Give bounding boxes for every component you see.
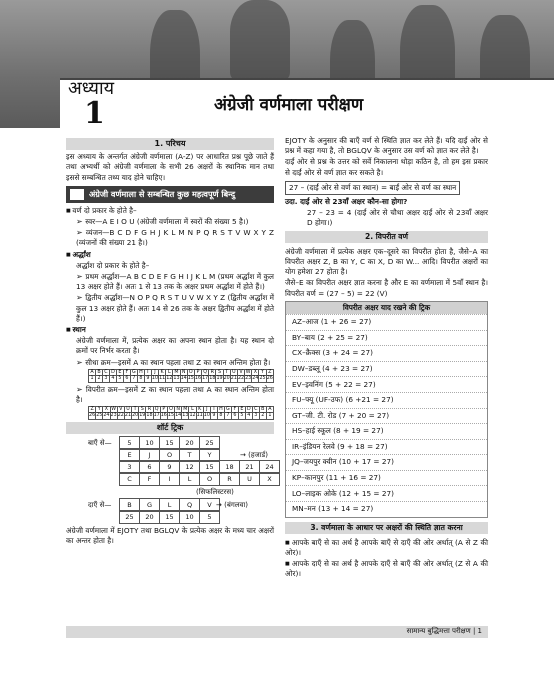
grid-cell: 20 <box>223 376 230 382</box>
second-half-text: ➢ द्वितीय अर्द्धांश—N O P Q R S T U V W X Y Z (द्वितीय अर्द्धांश में कुल 13 अक्षर होते हैं। अतः 14 से 26 तक के अक्षर द्वितीय अर्द्धांश में होते हैं।) <box>66 293 274 324</box>
grid-cell: S <box>139 407 146 413</box>
grid-cell: L <box>189 407 196 413</box>
backward-text: ➢ विपरीत क्रम—इसमें Z का स्थान पहला तथा A का स्थान अन्तिम होता है। <box>66 385 274 405</box>
grid-cell: 12 <box>166 376 173 382</box>
grid-cell: 7 <box>226 413 230 419</box>
grid-cell: 21 <box>230 376 237 382</box>
grid-cell: M <box>174 369 179 375</box>
grid-cell: 8 <box>219 413 223 419</box>
grid-cell: 1 <box>90 376 94 382</box>
grid-cell: J <box>151 369 158 375</box>
grid-cell: D <box>246 407 251 413</box>
varn-intro: ■ वर्ण दो प्रकार के होते है– <box>66 206 274 216</box>
grid-cell: H <box>219 407 223 413</box>
footer-text: सामान्य बुद्धिमत्ता परीक्षण | 1 <box>406 627 482 635</box>
box-cell: 24 <box>259 460 280 474</box>
grid-cell: 2 <box>261 413 265 419</box>
box-cell: O <box>199 472 220 486</box>
trick-box <box>285 301 488 518</box>
grid-cell: 13 <box>182 413 189 419</box>
box-cell: Q <box>179 498 200 512</box>
box-cell: B <box>119 498 140 512</box>
box-cell: O <box>159 448 180 462</box>
box-cell: L <box>179 472 200 486</box>
grid-cell: F <box>123 369 130 375</box>
position-right-text: ■ आपके दाएँ से का अर्थ है आपके दाएँ से बाएँ की ओर अर्थात् (Z से A की ओर)। <box>285 559 488 579</box>
grid-cell: 15 <box>167 413 175 419</box>
box-cell: R <box>219 472 240 486</box>
box-cell: 25 <box>199 436 220 450</box>
grid-cell: I <box>144 369 151 375</box>
grid-cell: E <box>118 369 122 375</box>
box-cell: 25 <box>119 510 140 524</box>
ardh-heading: ■ अर्द्धांश <box>66 250 274 260</box>
trick-item: MN–मन (13 + 14 = 27) <box>286 501 487 517</box>
grid-cell: 16 <box>194 376 202 382</box>
grid-cell: 22 <box>117 413 124 419</box>
grid-cell: 26 <box>266 376 273 382</box>
grid-cell: L <box>166 369 173 375</box>
box-cell: 15 <box>199 460 220 474</box>
trick-item: EV–इवनिंग (5 + 22 = 27) <box>286 376 487 392</box>
box-cell: 21 <box>239 460 260 474</box>
box-cell: T <box>179 448 200 462</box>
section-position-heading: 3. वर्णमाला के आधार पर अक्षरों की स्थिति ज्ञात करना <box>285 522 488 534</box>
box-cell: 15 <box>159 510 180 524</box>
box-cell: 3 <box>119 460 140 474</box>
grid-cell: 11 <box>159 376 166 382</box>
box-cell: 20 <box>179 436 200 450</box>
grid-cell: S <box>216 369 223 375</box>
box-cell: 18 <box>219 460 240 474</box>
grid-cell: 3 <box>104 376 108 382</box>
grid-cell: N <box>181 369 186 375</box>
sthan-text: अंग्रेजी वर्णमाला में, प्रत्येक अक्षर का अपना स्थान होता है। यह स्थान दो क्रमों पर निर्भर करता है। <box>76 336 274 356</box>
grid-cell: N <box>176 407 180 413</box>
trick-item: FU–फ्यू (UF-उफ) (6 +21 = 27) <box>286 392 487 408</box>
grid-cell: 8 <box>139 376 143 382</box>
chapter-title: अंग्रेजी वर्णमाला परीक्षण <box>214 95 364 115</box>
right-side-label: दाएँ से— <box>88 501 112 510</box>
grid-cell: 22 <box>237 376 245 382</box>
grid-cell: 24 <box>103 413 110 419</box>
book-icon <box>70 189 84 200</box>
grid-cell: C <box>254 407 258 413</box>
grid-cell: A <box>268 407 272 413</box>
grid-cell: V <box>119 407 123 413</box>
last-text: अंग्रेजी वर्णमाला में EJOTY तथा BGLQV के प्रत्येक अक्षर के मध्य चार अक्षरों का अन्तर होता है। <box>66 526 274 546</box>
grid-cell: 17 <box>202 376 209 382</box>
box-cell: I <box>159 472 180 486</box>
grid-cell: 26 <box>89 413 96 419</box>
grid-cell: T <box>132 407 139 413</box>
grid-cell: V <box>239 369 243 375</box>
r1-text: EJOTY के अनुसार की बाएँ वर्ण से स्थिति ज्ञात कर लेते हैं। यदि दाईं ओर से प्रश्न में कहा गया है, तो BGLQV के अनुसार उस वर्ण को ज्ञात कर लेते है। <box>285 136 488 156</box>
chapter-word: अध्याय <box>68 78 115 99</box>
grid-cell: 23 <box>110 413 117 419</box>
grid-cell: B <box>97 369 101 375</box>
grid-cell: 9 <box>212 413 216 419</box>
grid-cell: J <box>203 407 210 413</box>
grid-cell: 4 <box>247 413 251 419</box>
grid-cell: M <box>183 407 188 413</box>
grid-cell: 24 <box>252 376 259 382</box>
grid-cell: 9 <box>146 376 150 382</box>
intro-text: इस अध्याय के अन्तर्गत अंग्रेजी वर्णमाला (A-Z) पर आधारित प्रश्न पूछे जाते हैं तथा अभ्यर्थी को अंग्रेजी वर्णमाला के सभी 26 अक्षरों के स्थानिक मान तथा इससे सम्बन्धित तथ्य याद होने चाहिए। <box>66 152 274 182</box>
box-cell: 5 <box>119 436 140 450</box>
grid-cell: 6 <box>125 376 129 382</box>
box-cell: 5 <box>199 510 220 524</box>
grid-cell: 18 <box>209 376 216 382</box>
short-trick-heading: शॉर्ट ट्रिक <box>66 422 274 434</box>
grid-cell: X <box>253 369 257 375</box>
opposite-text: अंग्रेजी वर्णमाला में प्रत्येक अक्षर एक–दूसरे का विपरीत होता है, जैसे–A का विपरीत अक्षर Z, B का Y, C का X, D का W... आदि। विपरीत अक्षरों का योग हमेशा 27 होता है। <box>285 246 488 277</box>
box-cell: 6 <box>139 460 160 474</box>
trick-item: JQ–जयपुर क्वीन (10 + 17 = 27) <box>286 454 487 470</box>
box-cell: L <box>159 498 180 512</box>
left-side-label: बाएँ से— <box>88 439 112 448</box>
box-cell: X <box>259 472 280 486</box>
box-cell: C <box>119 472 140 486</box>
grid-cell: Y <box>259 369 266 375</box>
box-cell: 20 <box>139 510 160 524</box>
grid-cell: 4 <box>111 376 115 382</box>
box-cell: 9 <box>159 460 180 474</box>
sthan-heading: ■ स्थान <box>66 325 274 335</box>
r2-text: दाईं ओर से प्रश्न के उत्तर को सर्वे निकालना थोड़ा कठिन है, तो हम इस प्रकार से दाईं ओर से वर्ण ज्ञात कर सकते है। <box>285 157 488 177</box>
grid-cell: Q <box>154 407 159 413</box>
grid-cell: 6 <box>233 413 237 419</box>
grid-cell: Q <box>203 369 208 375</box>
bangalva-label: → (बंगलवा) <box>216 501 248 510</box>
consonant-text: ➢ व्यंजन—B C D F G H J K L M N P Q R S T V W X Y Z (व्यंजनों की संख्या 21 है।) <box>66 228 274 248</box>
grid-cell: 25 <box>96 413 103 419</box>
trick-item: GT–जी. टी. रोड (7 + 20 = 27) <box>286 408 487 424</box>
grid-cell: 1 <box>266 413 273 419</box>
short-trick-table <box>66 436 274 526</box>
grid-cell: A <box>90 369 94 375</box>
grid-cell: 18 <box>146 413 153 419</box>
left-column <box>66 136 274 548</box>
grid-cell: 15 <box>187 376 194 382</box>
grid-cell: K <box>196 407 203 413</box>
grid-cell: 25 <box>259 376 266 382</box>
grid-cell: 19 <box>216 376 223 382</box>
cyclist-label: (सिफलिस्टरस) <box>196 488 234 497</box>
box-cell: 12 <box>179 460 200 474</box>
grid-cell: 16 <box>160 413 167 419</box>
grid-cell: T <box>223 369 230 375</box>
grid-cell: 10 <box>203 413 210 419</box>
points-heading: अंग्रेजी वर्णमाला से सम्बन्धित कुछ महत्वपूर्ण बिन्दु <box>66 186 274 203</box>
grid-cell: B <box>261 407 265 413</box>
opposite-example: जैसे–E का विपरीत अक्षर ज्ञात करना है और E का वर्णमाला में 5वाँ स्थान है। विपरीत वर्ण = (27 – 5) = 22 (V) <box>285 278 488 298</box>
grid-cell: O <box>188 369 193 375</box>
grid-cell: G <box>226 407 230 413</box>
grid-cell: 14 <box>180 376 187 382</box>
trick-item: BY–बाय (2 + 25 = 27) <box>286 330 487 346</box>
grid-cell: 20 <box>132 413 139 419</box>
trick-item: CX–क्रैक्स (3 + 24 = 27) <box>286 345 487 361</box>
box-cell: 15 <box>159 436 180 450</box>
grid-cell: 3 <box>254 413 258 419</box>
grid-cell: F <box>231 407 238 413</box>
chapter-number: 1 <box>84 96 105 131</box>
grid-cell: P <box>160 407 167 413</box>
section-opposite-heading: 2. विपरीत वर्ण <box>285 231 488 243</box>
grid-cell: I <box>210 407 217 413</box>
grid-cell: D <box>111 369 115 375</box>
box-cell: 10 <box>139 436 160 450</box>
trick-item: DW–डब्लू (4 + 23 = 27) <box>286 361 487 377</box>
example-answer: 27 – 23 = 4 (दाईं ओर से चौथा अक्षर दाईं ओर से 23वाँ अक्षर D होगा।) <box>307 208 488 228</box>
trick-item: LO–लाइक ओके (12 + 15 = 27) <box>286 485 487 501</box>
grid-cell: 23 <box>245 376 252 382</box>
trick-item: HS–हाई स्कूल (8 + 19 = 27) <box>286 423 487 439</box>
box-cell: 10 <box>179 510 200 524</box>
grid-cell: 11 <box>196 413 203 419</box>
trick-heading: विपरीत अक्षर याद रखने की ट्रिक <box>286 302 487 314</box>
grid-cell: 14 <box>175 413 182 419</box>
box-cell: J <box>139 448 160 462</box>
grid-cell: 7 <box>132 376 136 382</box>
grid-cell: K <box>159 369 166 375</box>
box-cell: Y <box>199 448 220 462</box>
right-column <box>285 136 488 581</box>
grid-cell: W <box>111 407 116 413</box>
grid-cell: O <box>169 407 173 413</box>
grid-cell: H <box>139 369 143 375</box>
hazard-label: → (हजार्ड) <box>240 451 269 460</box>
grid-cell: G <box>132 369 136 375</box>
grid-cell: U <box>126 407 130 413</box>
section-intro-heading: 1. परिचय <box>66 138 274 150</box>
box-cell: E <box>119 448 140 462</box>
box-cell: F <box>139 472 160 486</box>
grid-cell: Y <box>96 407 103 413</box>
trick-item: IR–इंडियन रेलवे (9 + 18 = 27) <box>286 439 487 455</box>
grid-cell: P <box>194 369 201 375</box>
grid-cell: C <box>104 369 108 375</box>
grid-cell: W <box>245 369 251 375</box>
grid-cell: R <box>147 407 152 413</box>
backward-grid <box>88 406 274 420</box>
box-cell: G <box>139 498 160 512</box>
box-cell: V <box>199 498 220 512</box>
ardh-text: अर्द्धांश दो प्रकार के होते है– <box>76 260 150 270</box>
first-half-text: ➢ प्रथम अर्द्धांश—A B C D E F G H I J K L M (प्रथम अर्द्धांश में कुल 13 अक्षर होते हैं। अतः 1 से 13 तक के अक्षर प्रथम अर्द्धांश में होते हैं।) <box>66 272 274 292</box>
grid-cell: 19 <box>139 413 146 419</box>
grid-cell: Z <box>90 407 94 413</box>
page-footer <box>66 626 488 638</box>
grid-cell: 2 <box>97 376 101 382</box>
grid-cell: Z <box>266 369 273 375</box>
grid-cell: U <box>232 369 236 375</box>
grid-cell: 17 <box>153 413 160 419</box>
grid-cell: 21 <box>124 413 131 419</box>
trick-item: AZ–आज (1 + 26 = 27) <box>286 314 487 330</box>
grid-cell: E <box>240 407 244 413</box>
grid-cell: 5 <box>118 376 122 382</box>
forward-grid <box>88 369 274 383</box>
grid-cell: 12 <box>189 413 196 419</box>
box-cell: U <box>239 472 260 486</box>
formula-box: 27 – (दाईं ओर से वर्ण का स्थान) = बाईं ओर से वर्ण का स्थान <box>285 181 460 195</box>
grid-cell: 13 <box>173 376 180 382</box>
position-left-text: ■ आपके बाएँ से का अर्थ है आपके बाएँ से दाएँ की ओर अर्थात् (A से Z की ओर)। <box>285 538 488 558</box>
example-question: उदा. दाईं ओर से 23वाँ अक्षर कौन-सा होगा? <box>285 197 408 207</box>
vowel-text: ➢ स्वर—A E I O U (अंग्रेजी वर्णमाला में स्वरों की संख्या 5 है।) <box>66 217 274 227</box>
grid-cell: X <box>104 407 109 413</box>
grid-cell: 5 <box>240 413 244 419</box>
trick-item: KP–कानपुर (11 + 16 = 27) <box>286 470 487 486</box>
grid-cell: R <box>210 369 214 375</box>
forward-text: ➢ सीधा क्रम—इसमें A का स्थान पहला तथा Z का स्थान अन्तिम होता है। <box>66 358 274 368</box>
grid-cell: 10 <box>151 376 158 382</box>
